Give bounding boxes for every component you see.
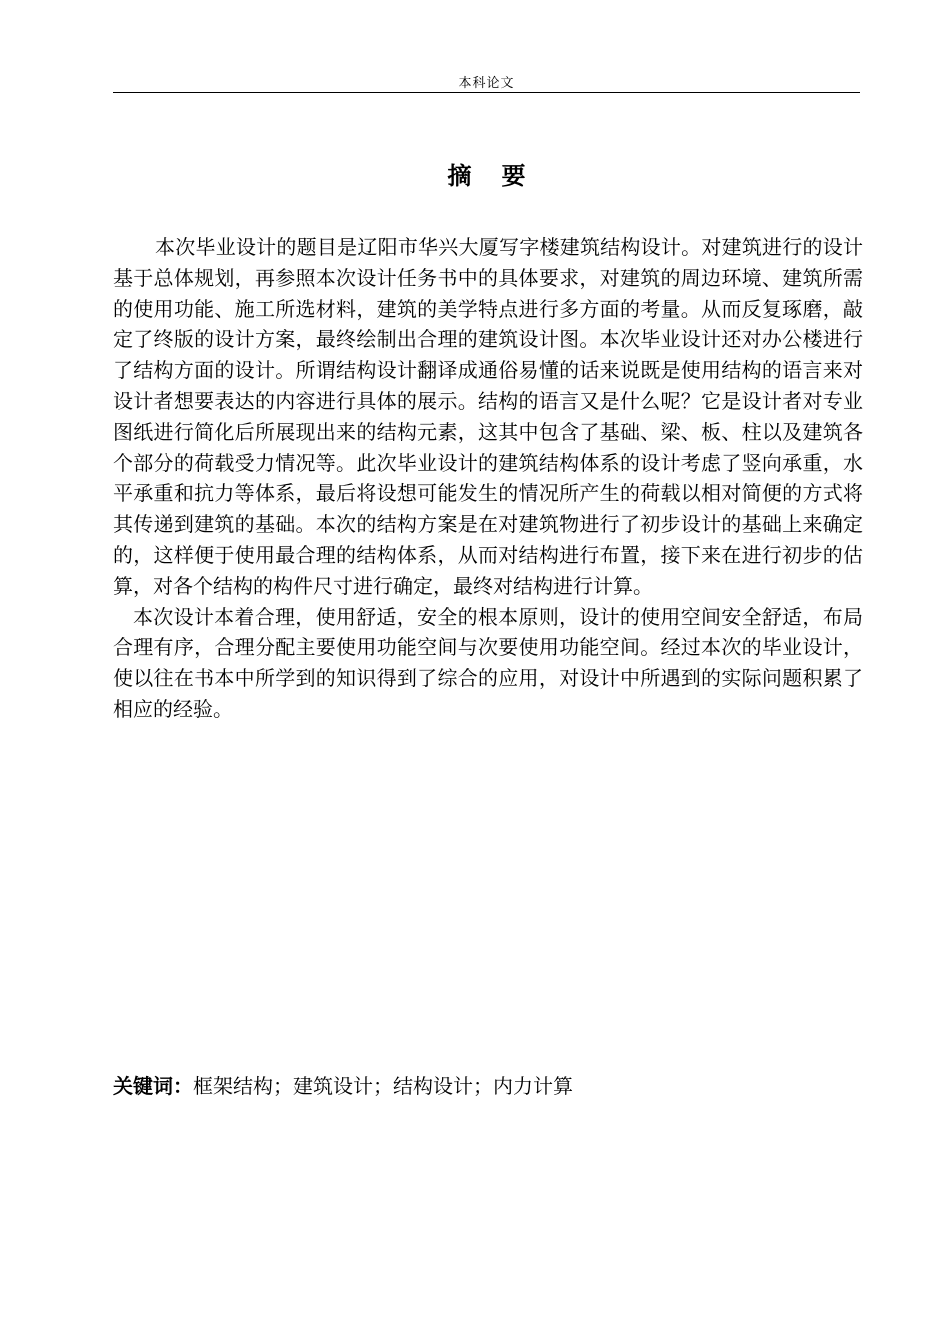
keywords-label: 关键词：: [113, 1074, 193, 1098]
running-header: 本科论文: [458, 76, 515, 91]
keywords-line: [113, 1071, 860, 1101]
abstract-body: [113, 232, 863, 725]
abstract-paragraph-2: 本次设计本着合理，使用舒适，安全的根本原则，设计的使用空间安全舒适，布局合理有序，合理分配主要使用功能空间与次要使用功能空间。经过本次的毕业设计，使以往在书本中所学到的知识得到了综合的应用，对设计中所遇到的实际问题积累了相应的经验。: [113, 604, 863, 721]
abstract-paragraph-1: 本次毕业设计的题目是辽阳市华兴大厦写字楼建筑结构设计。对建筑进行的设计基于总体规划，再参照本次设计任务书中的具体要求，对建筑的周边环境、建筑所需的使用功能、施工所选材料，建筑的美学特点进行多方面的考量。从而反复琢磨，敲定了终版的设计方案，最终绘制出合理的建筑设计图。本次毕业设计还对办公楼进行了结构方面的设计。所谓结构设计翻译成通俗易懂的话来说既是使用结构的语言来对设计者想要表达的内容进行具体的展示。结构的语言又是什么呢？它是设计者对专业图纸进行简化后所展现出来的结构元素，这其中包含了基础、梁、板、柱以及建筑各个部分的荷载受力情况等。此次毕业设计的建筑结构体系的设计考虑了竖向承重，水平承重和抗力等体系，最后将设想可能发生的情况所产生的荷载以相对简便的方式将其传递到建筑的基础。本次的结构方案是在对建筑物进行了初步设计的基础上来确定的，这样便于使用最合理的结构体系，从而对结构进行布置，接下来在进行初步的估算，对各个结构的构件尺寸进行确定，最终对结构进行计算。: [113, 235, 863, 598]
header-rule: [113, 92, 860, 93]
abstract-title: 摘要: [447, 161, 556, 190]
keywords-value: 框架结构；建筑设计；结构设计；内力计算: [193, 1074, 573, 1098]
